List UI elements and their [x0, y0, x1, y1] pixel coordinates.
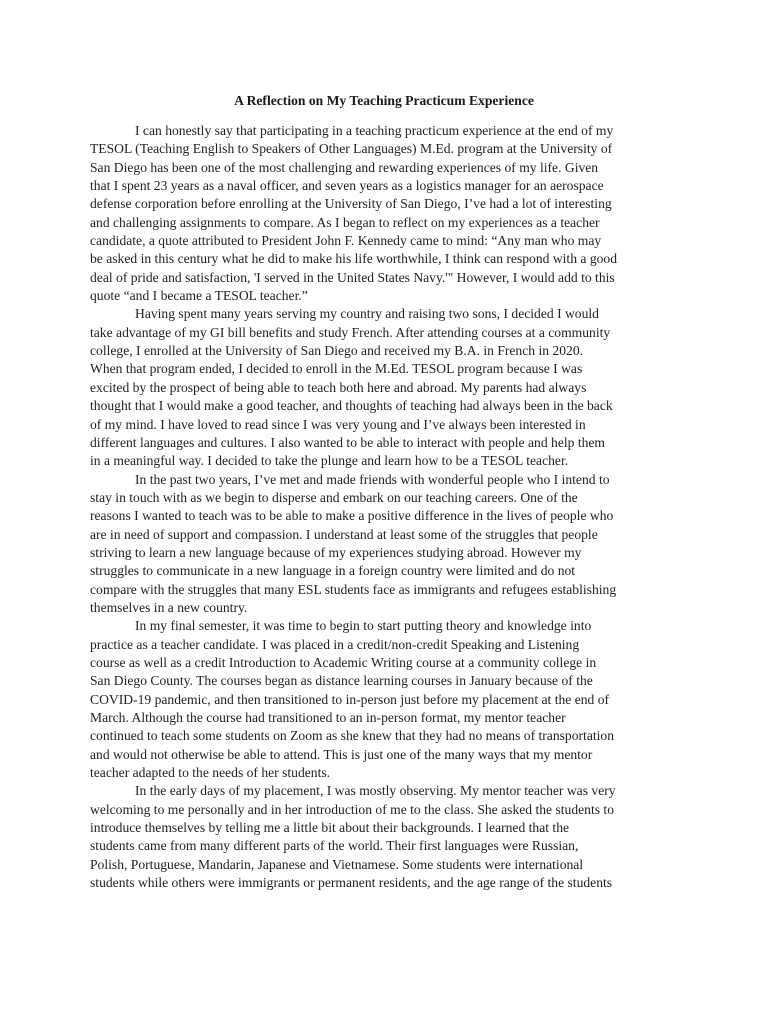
text-line: March. Although the course had transitioned to an in-person format, my mentor teacher: [90, 710, 566, 725]
text-line: of my mind. I have loved to read since I was very young and I’ve always been interested in: [90, 416, 586, 432]
text-line: that I spent 23 years as a naval officer, and seven years as a logistics manager for an aerospace: [90, 178, 604, 194]
text-line: In my final semester, it was time to begin to start putting theory and knowledge into: [135, 618, 592, 634]
text-line: continued to teach some students on Zoom as she knew that they had no means of transportation: [90, 728, 614, 744]
text-line: In the past two years, I’ve met and made friends with wonderful people who I intend to: [135, 471, 610, 487]
text-line: In the early days of my placement, I was mostly observing. My mentor teacher was very: [135, 783, 616, 799]
text-line: take advantage of my GI bill benefits and study French. After attending courses at a community: [90, 324, 611, 340]
text-line: welcoming to me personally and in her introduction of me to the class. She asked the students to: [90, 801, 615, 817]
text-line: stay in touch with as we begin to disperse and embark on our teaching careers. One of the: [90, 489, 578, 505]
text-line: themselves in a new country.: [90, 599, 248, 615]
text-line: students came from many different parts of the world. Their first languages were Russian,: [90, 838, 579, 854]
document-body: [90, 122, 679, 892]
text-line: defense corporation before enrolling at the University of San Diego, I’ve had a lot of interesting: [90, 196, 612, 212]
text-line: When that program ended, I decided to enroll in the M.Ed. TESOL program because I was: [90, 361, 583, 377]
text-line: be asked in this century what he did to make his life worthwhile, I think can respond with a good: [90, 251, 618, 267]
text-line: practice as a teacher candidate. I was placed in a credit/non-credit Speaking and Listening: [90, 636, 580, 652]
text-line: struggles to communicate in a new language in a foreign country were limited and do not: [90, 563, 576, 579]
text-line: students while others were immigrants or permanent residents, and the age range of the students: [90, 875, 613, 891]
text-line: striving to learn a new language because of my experiences studying abroad. However my: [90, 544, 582, 560]
text-line: reasons I wanted to teach was to be able to make a positive difference in the lives of people who: [90, 508, 614, 524]
text-line: deal of pride and satisfaction, 'I served in the United States Navy.'" However, I would add to this: [90, 269, 615, 285]
text-line: thought that I would make a good teacher, and thoughts of teaching had always been in the back: [90, 398, 613, 414]
text-line: COVID-19 pandemic, and then transitioned to in-person just before my placement at the end of: [90, 691, 610, 707]
text-line: are in need of support and compassion. I understand at least some of the struggles that people: [90, 526, 598, 542]
text-line: San Diego has been one of the most challenging and rewarding experiences of my life. Given: [90, 159, 599, 175]
text-line: in a meaningful way. I decided to take the plunge and learn how to be a TESOL teacher.: [90, 453, 569, 469]
text-line: teacher adapted to the needs of her students.: [90, 765, 331, 781]
text-line: different languages and cultures. I also wanted to be able to interact with people and help them: [90, 434, 606, 450]
text-line: compare with the struggles that many ESL students face as immigrants and refugees establishing: [90, 581, 617, 597]
text-line: introduce themselves by telling me a little bit about their backgrounds. I learned that the: [90, 820, 570, 836]
text-line: and challenging assignments to compare. As I began to reflect on my experiences as a teacher: [90, 214, 600, 230]
text-line: TESOL (Teaching English to Speakers of Other Languages) M.Ed. program at the University of: [90, 141, 613, 157]
text-line: candidate, a quote attributed to President John F. Kennedy came to mind: “Any man who may: [90, 233, 602, 249]
text-line: and would not otherwise be able to attend. This is just one of the many ways that my mentor: [90, 746, 593, 762]
text-line: excited by the prospect of being able to teach both here and abroad. My parents had always: [90, 379, 587, 395]
document-title: A Reflection on My Teaching Practicum Experience: [234, 93, 534, 108]
text-line: quote “and I became a TESOL teacher.”: [90, 288, 308, 304]
text-line: San Diego County. The courses began as distance learning courses in January because of the: [90, 673, 593, 689]
text-line: course as well as a credit Introduction to Academic Writing course at a community college in: [90, 654, 597, 670]
text-line: I can honestly say that participating in a teaching practicum experience at the end of my: [135, 123, 614, 138]
text-line: college, I enrolled at the University of San Diego and received my B.A. in French in 2020.: [90, 343, 584, 359]
text-line: Having spent many years serving my country and raising two sons, I decided I would: [135, 306, 599, 322]
text-line: Polish, Portuguese, Mandarin, Japanese and Vietnamese. Some students were international: [90, 856, 584, 872]
